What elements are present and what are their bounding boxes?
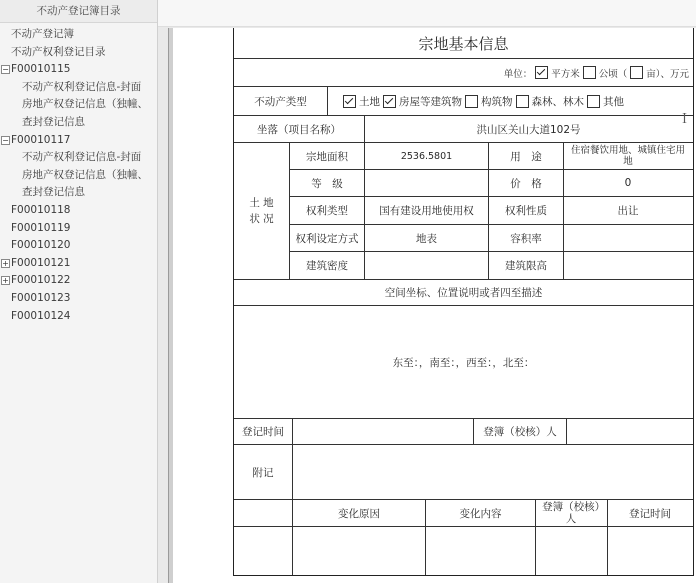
type-forest-label: 森林、林木	[531, 95, 584, 108]
location-value: 洪山区关山大道102号	[476, 123, 581, 136]
type-land-label: 土地	[359, 95, 380, 108]
tree-item[interactable]	[0, 167, 157, 185]
land-status-label: 土 地 状 况	[249, 197, 274, 225]
right-type-label: 权利类型	[306, 205, 348, 217]
tree-item-label: 不动产权利登记信息-封面	[22, 151, 142, 164]
tree-item[interactable]	[0, 272, 157, 290]
tree-item[interactable]	[0, 79, 157, 97]
tree-item-label: F00010115	[11, 63, 71, 76]
type-other-label: 其他	[603, 95, 624, 108]
right-nature-value: 出让	[617, 205, 639, 217]
type-land-checkbox[interactable]	[343, 95, 356, 108]
tree-item-label: F00010117	[11, 133, 71, 146]
tree-item-label: 房地产权登记信息（独幢、	[22, 168, 148, 181]
density-label: 建筑密度	[306, 260, 348, 272]
use-label: 用 途	[510, 150, 542, 163]
far-value	[564, 225, 692, 251]
tree-item-label: 不动产权利登记目录	[11, 45, 106, 58]
grade-label: 等 级	[311, 177, 343, 190]
tree-item-label: F00010123	[11, 291, 71, 304]
density-value	[365, 252, 488, 279]
tree-item[interactable]	[0, 44, 157, 62]
tree-item-label: 房地产权登记信息（独幢、	[22, 98, 148, 111]
tree-item[interactable]	[0, 132, 157, 150]
directory-tree	[0, 23, 157, 325]
height-label: 建筑限高	[505, 260, 547, 272]
right-type-value: 国有建设用地使用权	[379, 205, 474, 217]
type-building-label: 房屋等建筑物	[399, 95, 462, 108]
unit-mu-label: 亩）、万元	[646, 68, 689, 80]
sidebar-title: 不动产登记簿目录	[0, 0, 157, 23]
tree-item-label: 不动产权利登记信息-封面	[22, 80, 142, 93]
reg-time-label: 登记时间	[242, 426, 284, 438]
tree-item[interactable]	[0, 237, 157, 255]
grade-value	[365, 170, 488, 196]
tree-item-label: F00010121	[11, 256, 71, 269]
right-nature-label: 权利性质	[505, 205, 547, 217]
expand-icon[interactable]: +	[2, 258, 9, 268]
tree-item[interactable]	[0, 255, 157, 273]
tree-item-label: F00010118	[11, 203, 71, 216]
sidebar-panel	[0, 0, 158, 583]
change-time-label: 登记时间	[629, 507, 671, 520]
property-type-options	[328, 87, 692, 115]
land-info-form	[233, 28, 694, 576]
tree-item[interactable]	[0, 61, 157, 79]
remarks-label: 附记	[252, 466, 274, 479]
tree-item[interactable]	[0, 96, 157, 114]
type-forest-checkbox[interactable]	[516, 95, 529, 108]
unit-ha-label: 公顷（	[598, 68, 628, 80]
collapse-icon[interactable]: −	[2, 135, 9, 145]
unit-sqm-label: 平方米	[551, 68, 580, 80]
use-value: 住宿餐饮用地、城镇住宅用地	[570, 145, 685, 167]
price-label: 价 格	[510, 177, 542, 190]
tree-item-label: 查封登记信息	[22, 186, 85, 199]
unit-ha-checkbox[interactable]	[583, 66, 596, 79]
tree-item-label: 查封登记信息	[22, 115, 85, 128]
boundary-text: 东至：，南至：，西至：，北至：	[392, 356, 535, 369]
tree-item[interactable]	[0, 308, 157, 326]
tree-item[interactable]	[0, 26, 157, 44]
viewer-toolbar	[158, 0, 696, 27]
type-structure-label: 构筑物	[481, 95, 513, 108]
form-title: 宗地基本信息	[418, 34, 509, 53]
unit-mu-checkbox[interactable]	[630, 66, 643, 79]
unit-row	[234, 59, 689, 86]
collapse-icon[interactable]: −	[2, 65, 9, 75]
change-booker-label: 登簿（校核）人	[542, 501, 600, 525]
spatial-label: 空间坐标、位置说明或者四至描述	[384, 287, 543, 299]
tree-item[interactable]	[0, 290, 157, 308]
tree-item-label: F00010119	[11, 221, 71, 234]
setup-value: 地表	[416, 232, 437, 245]
tree-item[interactable]	[0, 149, 157, 167]
setup-label: 权利设定方式	[295, 232, 359, 245]
type-other-checkbox[interactable]	[587, 95, 600, 108]
page-edge	[169, 28, 173, 583]
property-type-label: 不动产类型	[254, 95, 307, 108]
document-viewer[interactable]	[158, 0, 696, 583]
height-value	[564, 252, 692, 279]
change-content-label: 变化内容	[459, 507, 502, 520]
tree-item-label: 不动产登记簿	[11, 28, 74, 40]
tree-item-label: F00010124	[11, 309, 71, 322]
expand-icon[interactable]: +	[2, 276, 9, 286]
price-value: 0	[624, 177, 632, 189]
type-structure-checkbox[interactable]	[465, 95, 478, 108]
unit-label: 单位：	[503, 68, 533, 80]
area-value: 2536.5801	[400, 150, 453, 162]
tree-item[interactable]	[0, 184, 157, 202]
area-label: 宗地面积	[306, 150, 348, 163]
booker-label: 登簿（校核）人	[483, 426, 557, 438]
tree-item[interactable]	[0, 114, 157, 132]
booker-value	[567, 419, 692, 444]
text-cursor-icon: Ｉ	[678, 112, 692, 127]
tree-item-label: F00010120	[11, 239, 71, 252]
tree-item-label: F00010122	[11, 274, 71, 287]
tree-item[interactable]	[0, 202, 157, 220]
location-label: 坐落（项目名称）	[257, 123, 341, 136]
change-reason-label: 变化原因	[338, 507, 380, 520]
far-label: 容积率	[510, 232, 542, 245]
type-building-checkbox[interactable]	[383, 95, 396, 108]
tree-item[interactable]	[0, 220, 157, 238]
reg-time-value	[293, 419, 473, 444]
document-page	[168, 28, 696, 583]
unit-sqm-checkbox[interactable]	[535, 66, 548, 79]
